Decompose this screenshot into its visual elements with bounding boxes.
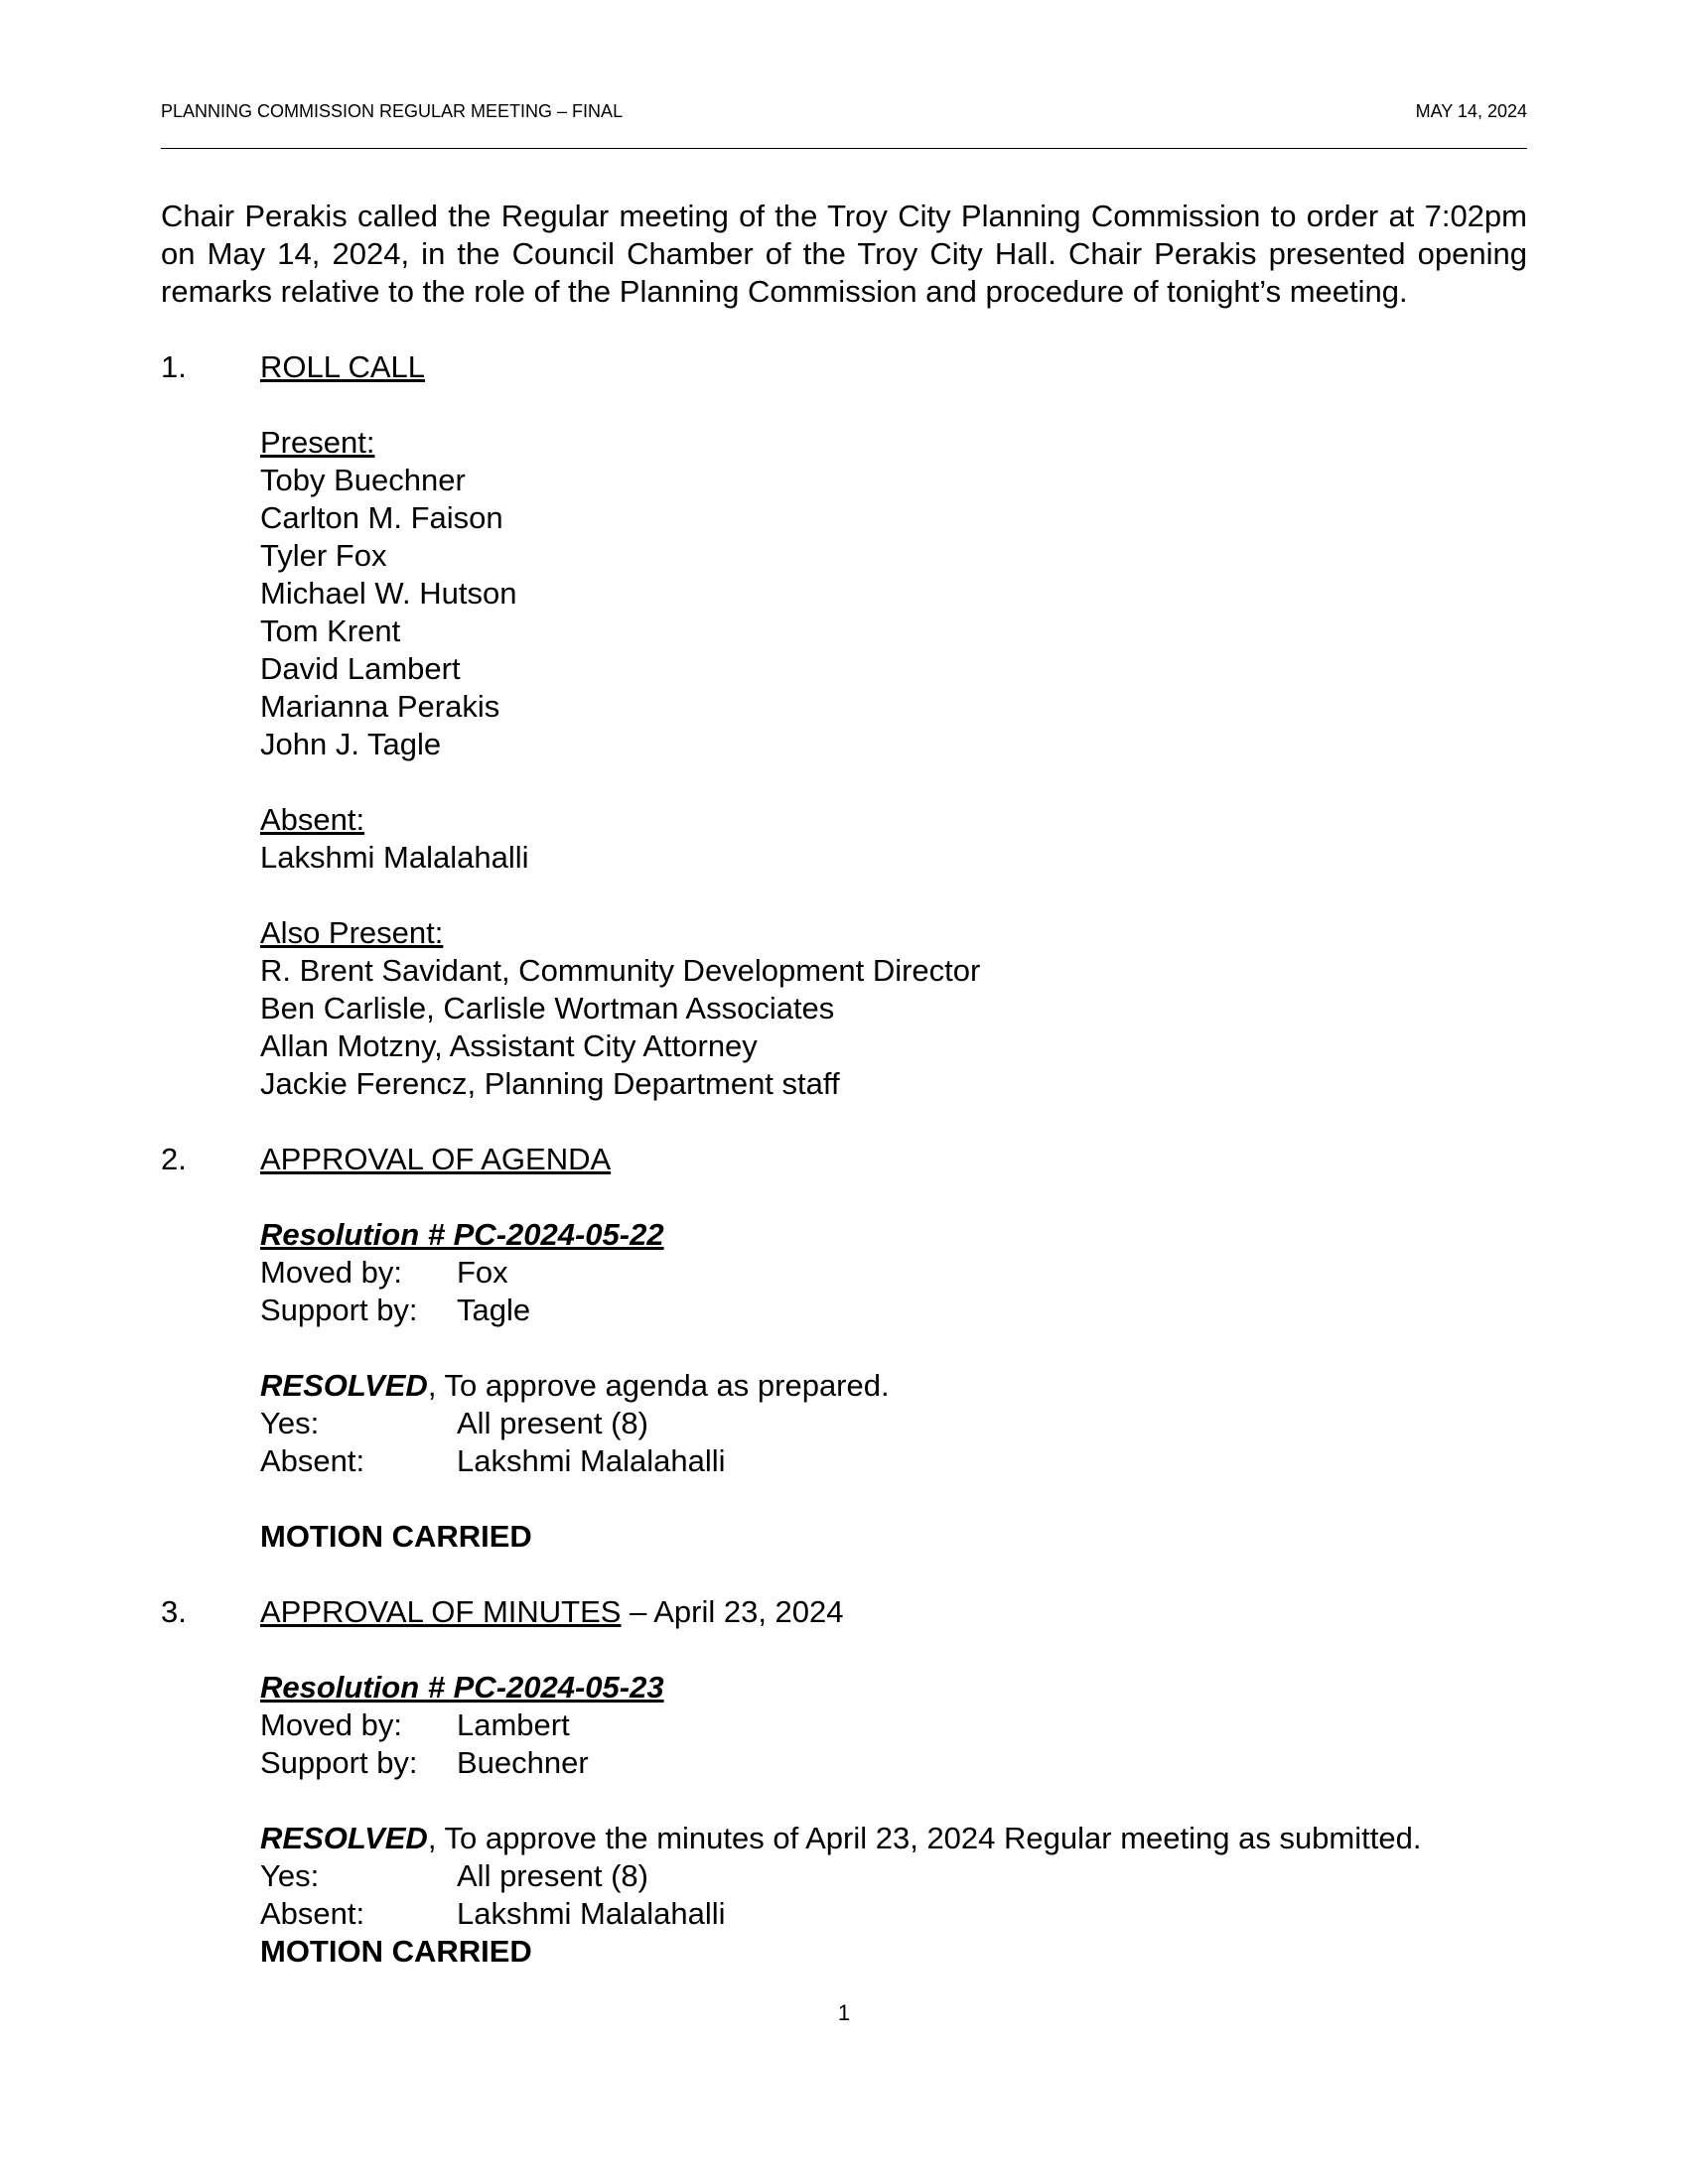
support-label: Support by: <box>260 1293 418 1327</box>
page-header <box>161 101 1527 122</box>
section-heading-roll-call <box>161 348 1527 386</box>
section-heading-minutes <box>161 1593 1527 1631</box>
intro-paragraph: Chair Perakis called the Regular meeting of the Troy City Planning Commission to order at 7:02pm on May 14, 2024, in the Council Chamber of the Troy City Hall. Chair Perakis presented opening remarks relative to the role of the Planning Commission and procedure of tonight’s meeting. <box>161 199 1527 309</box>
section-title: ROLL CALL <box>260 349 425 384</box>
section-title-date: – April 23, 2024 <box>621 1594 844 1629</box>
minutes-details <box>260 1669 1527 1971</box>
present-member: Marianna Perakis <box>260 689 500 724</box>
motion-outcome: MOTION CARRIED <box>260 1934 532 1969</box>
resolved-text: , To approve the minutes of April 23, 2024 Regular meeting as submitted. <box>427 1821 1422 1855</box>
absent-label: Absent: <box>260 1896 365 1931</box>
section-heading-agenda <box>161 1141 1527 1178</box>
absent-member: Lakshmi Malalahalli <box>260 840 529 875</box>
also-present-list <box>260 914 1527 1103</box>
absent-row <box>260 1895 1527 1933</box>
moved-label: Moved by: <box>260 1255 403 1290</box>
vote-block <box>260 1820 1527 1971</box>
present-list <box>260 424 1527 763</box>
header-title: PLANNING COMMISSION REGULAR MEETING – FINAL <box>161 101 624 121</box>
resolved-line <box>260 1367 1527 1405</box>
also-present-member: Jackie Ferencz, Planning Department staff <box>260 1066 840 1101</box>
support-row <box>260 1292 1527 1329</box>
roll-call-details <box>260 424 1527 1103</box>
vote-block <box>260 1367 1527 1480</box>
section-number: 3. <box>161 1594 187 1629</box>
absent-list <box>260 801 1527 877</box>
yes-row <box>260 1857 1527 1895</box>
absent-value: Lakshmi Malalahalli <box>457 1443 726 1478</box>
support-value: Buechner <box>457 1745 589 1780</box>
moved-value: Lambert <box>457 1707 570 1742</box>
also-present-member: Allan Motzny, Assistant City Attorney <box>260 1028 758 1063</box>
resolution-block <box>260 1669 1527 1782</box>
resolution-number: Resolution # PC-2024-05-22 <box>260 1217 664 1252</box>
absent-row <box>260 1442 1527 1480</box>
motion-outcome: MOTION CARRIED <box>260 1519 532 1554</box>
yes-label: Yes: <box>260 1406 320 1440</box>
section-title: APPROVAL OF AGENDA <box>260 1142 612 1176</box>
support-label: Support by: <box>260 1745 418 1780</box>
section-number: 2. <box>161 1142 187 1176</box>
resolved-text: , To approve agenda as prepared. <box>427 1368 890 1403</box>
absent-value: Lakshmi Malalahalli <box>457 1896 726 1931</box>
resolved-word: RESOLVED <box>260 1821 428 1855</box>
support-value: Tagle <box>457 1293 531 1327</box>
present-label: Present: <box>260 425 375 460</box>
absent-label: Absent: <box>260 1443 365 1478</box>
present-member: David Lambert <box>260 651 461 686</box>
resolution-block <box>260 1216 1527 1329</box>
agenda-details <box>260 1216 1527 1556</box>
resolved-word: RESOLVED <box>260 1368 428 1403</box>
yes-row <box>260 1405 1527 1442</box>
also-present-label: Also Present: <box>260 915 444 950</box>
present-member: Carlton M. Faison <box>260 500 503 535</box>
moved-label: Moved by: <box>260 1707 403 1742</box>
also-present-member: Ben Carlisle, Carlisle Wortman Associates <box>260 991 835 1025</box>
resolution-number: Resolution # PC-2024-05-23 <box>260 1670 664 1705</box>
moved-row <box>260 1706 1527 1744</box>
header-date: MAY 14, 2024 <box>1415 101 1527 121</box>
absent-label: Absent: <box>260 802 365 837</box>
resolved-line <box>260 1820 1527 1857</box>
yes-label: Yes: <box>260 1858 320 1893</box>
present-member: John J. Tagle <box>260 727 442 761</box>
section-title: APPROVAL OF MINUTES <box>260 1594 622 1629</box>
header-rule <box>161 148 1527 149</box>
section-title-line <box>260 1593 844 1631</box>
moved-value: Fox <box>457 1255 508 1290</box>
yes-value: All present (8) <box>457 1406 648 1440</box>
present-member: Michael W. Hutson <box>260 576 517 611</box>
also-present-member: R. Brent Savidant, Community Development Director <box>260 953 981 988</box>
yes-value: All present (8) <box>457 1858 648 1893</box>
support-row <box>260 1744 1527 1782</box>
page-number: 1 <box>837 2000 851 2025</box>
moved-row <box>260 1254 1527 1292</box>
present-member: Tyler Fox <box>260 538 387 573</box>
present-member: Toby Buechner <box>260 463 466 497</box>
document-body <box>161 198 1527 1971</box>
present-member: Tom Krent <box>260 614 401 648</box>
section-number: 1. <box>161 349 187 384</box>
